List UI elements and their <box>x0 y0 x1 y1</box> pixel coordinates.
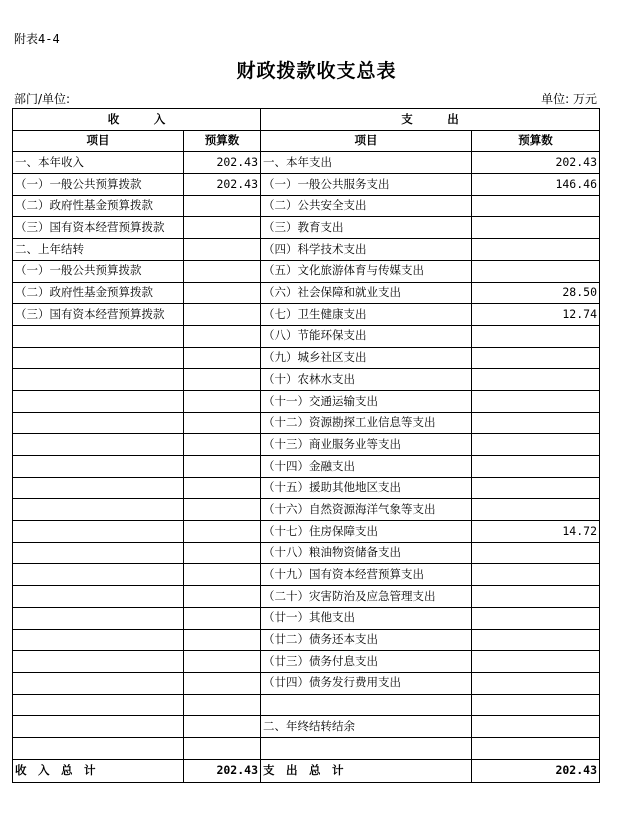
income-item-cell <box>13 586 184 608</box>
table-row <box>13 694 600 716</box>
table-section-header-row <box>13 109 600 131</box>
expense-budget-cell <box>472 564 600 586</box>
expense-item-cell: （十四）金融支出 <box>261 456 472 478</box>
income-budget-cell <box>184 477 261 499</box>
income-item-cell <box>13 434 184 456</box>
income-item-cell <box>13 412 184 434</box>
expense-item-cell: （十六）自然资源海洋气象等支出 <box>261 499 472 521</box>
expense-item-cell: （十九）国有资本经营预算支出 <box>261 564 472 586</box>
income-budget-cell <box>184 542 261 564</box>
table-row <box>13 629 600 651</box>
expense-budget-cell <box>472 239 600 261</box>
table-row <box>13 607 600 629</box>
income-item-cell: （二）政府性基金预算拨款 <box>13 282 184 304</box>
expense-item-cell: （五）文化旅游体育与传媒支出 <box>261 260 472 282</box>
income-item-cell <box>13 629 184 651</box>
expense-item-cell: （十）农林水支出 <box>261 369 472 391</box>
income-budget-cell <box>184 456 261 478</box>
expense-budget-cell <box>472 499 600 521</box>
expense-budget-cell <box>472 369 600 391</box>
expense-item-cell: （二十）灾害防治及应急管理支出 <box>261 586 472 608</box>
income-budget-cell <box>184 694 261 716</box>
income-budget-cell <box>184 737 261 759</box>
income-item-cell <box>13 390 184 412</box>
income-item-cell: 一、本年收入 <box>13 152 184 174</box>
expense-item-cell: （六）社会保障和就业支出 <box>261 282 472 304</box>
table-row <box>13 716 600 738</box>
income-item-cell: 二、上年结转 <box>13 239 184 261</box>
table-row <box>13 152 600 174</box>
income-budget-cell <box>184 239 261 261</box>
income-budget-cell <box>184 672 261 694</box>
expense-item-cell: （廿一）其他支出 <box>261 607 472 629</box>
expense-budget-cell <box>472 737 600 759</box>
income-item-cell: （三）国有资本经营预算拨款 <box>13 217 184 239</box>
table-row <box>13 304 600 326</box>
expense-budget-cell <box>472 260 600 282</box>
table-row <box>13 217 600 239</box>
table-row <box>13 282 600 304</box>
expense-total-label: 支 出 总 计 <box>261 759 472 782</box>
expense-total-value: 202.43 <box>472 759 600 782</box>
expense-item-cell: （八）节能环保支出 <box>261 325 472 347</box>
department-label: 部门/单位: <box>14 92 71 106</box>
page-title: 财政拨款收支总表 <box>236 60 397 82</box>
expense-item-header: 项目 <box>261 130 472 152</box>
expense-item-cell: （十五）援助其他地区支出 <box>261 477 472 499</box>
table-row <box>13 412 600 434</box>
expense-budget-cell <box>472 347 600 369</box>
income-total-value: 202.43 <box>184 759 261 782</box>
expense-item-cell: （十八）粮油物资储备支出 <box>261 542 472 564</box>
expense-item-cell: （廿四）债务发行费用支出 <box>261 672 472 694</box>
expense-item-cell: （十二）资源勘探工业信息等支出 <box>261 412 472 434</box>
income-budget-cell <box>184 217 261 239</box>
income-item-cell <box>13 672 184 694</box>
income-item-cell: （三）国有资本经营预算拨款 <box>13 304 184 326</box>
income-budget-cell: 202.43 <box>184 174 261 196</box>
expense-budget-header: 预算数 <box>472 130 600 152</box>
expense-item-cell: （二）公共安全支出 <box>261 195 472 217</box>
expense-item-cell <box>261 694 472 716</box>
expense-budget-cell <box>472 195 600 217</box>
table-row <box>13 651 600 673</box>
table-row <box>13 260 600 282</box>
table-row <box>13 325 600 347</box>
expense-budget-cell <box>472 412 600 434</box>
income-item-cell <box>13 564 184 586</box>
table-row <box>13 369 600 391</box>
document-label: 附表4-4 <box>14 32 60 46</box>
table-row <box>13 456 600 478</box>
income-item-cell <box>13 607 184 629</box>
expense-budget-cell: 12.74 <box>472 304 600 326</box>
income-item-header: 项目 <box>13 130 184 152</box>
table-row <box>13 239 600 261</box>
expense-item-cell <box>261 737 472 759</box>
income-item-cell <box>13 477 184 499</box>
table-row <box>13 521 600 543</box>
income-budget-cell <box>184 390 261 412</box>
income-budget-cell: 202.43 <box>184 152 261 174</box>
income-total-label: 收 入 总 计 <box>13 759 184 782</box>
expense-budget-cell: 202.43 <box>472 152 600 174</box>
expense-item-cell: （廿二）债务还本支出 <box>261 629 472 651</box>
table-row <box>13 195 600 217</box>
expense-item-cell: （三）教育支出 <box>261 217 472 239</box>
expense-budget-cell <box>472 629 600 651</box>
income-budget-cell <box>184 304 261 326</box>
table-row <box>13 174 600 196</box>
expense-budget-cell <box>472 434 600 456</box>
income-budget-cell <box>184 369 261 391</box>
income-budget-cell <box>184 412 261 434</box>
income-budget-cell <box>184 564 261 586</box>
table-row <box>13 586 600 608</box>
income-item-cell <box>13 542 184 564</box>
income-section-header: 收 入 <box>13 109 261 131</box>
income-budget-cell <box>184 629 261 651</box>
income-item-cell <box>13 521 184 543</box>
table-row <box>13 499 600 521</box>
income-item-cell: （二）政府性基金预算拨款 <box>13 195 184 217</box>
expense-item-cell: （十三）商业服务业等支出 <box>261 434 472 456</box>
income-budget-cell <box>184 499 261 521</box>
table-row <box>13 347 600 369</box>
income-item-cell <box>13 651 184 673</box>
total-row <box>13 759 600 782</box>
table-body <box>13 152 600 759</box>
income-budget-cell <box>184 325 261 347</box>
table-column-header-row <box>13 130 600 152</box>
table-row <box>13 477 600 499</box>
expense-item-cell: （一）一般公共服务支出 <box>261 174 472 196</box>
expense-item-cell: 二、年终结转结余 <box>261 716 472 738</box>
income-item-cell <box>13 456 184 478</box>
income-item-cell <box>13 347 184 369</box>
expense-item-cell: （十一）交通运输支出 <box>261 390 472 412</box>
expense-budget-cell <box>472 217 600 239</box>
income-budget-cell <box>184 347 261 369</box>
income-item-cell <box>13 737 184 759</box>
expense-budget-cell <box>472 607 600 629</box>
expense-budget-cell <box>472 477 600 499</box>
expense-budget-cell: 146.46 <box>472 174 600 196</box>
expense-item-cell: （九）城乡社区支出 <box>261 347 472 369</box>
table-row <box>13 542 600 564</box>
income-budget-cell <box>184 195 261 217</box>
expense-budget-cell <box>472 325 600 347</box>
expense-budget-cell <box>472 586 600 608</box>
expense-budget-cell <box>472 694 600 716</box>
income-budget-cell <box>184 607 261 629</box>
income-item-cell <box>13 694 184 716</box>
table-row <box>13 672 600 694</box>
income-budget-header: 预算数 <box>184 130 261 152</box>
expense-budget-cell <box>472 390 600 412</box>
unit-label: 单位: 万元 <box>541 92 597 106</box>
expense-item-cell: （十七）住房保障支出 <box>261 521 472 543</box>
income-item-cell <box>13 369 184 391</box>
income-budget-cell <box>184 716 261 738</box>
income-item-cell <box>13 716 184 738</box>
expense-budget-cell: 14.72 <box>472 521 600 543</box>
income-item-cell: （一）一般公共预算拨款 <box>13 260 184 282</box>
table-row <box>13 434 600 456</box>
expense-item-cell: （七）卫生健康支出 <box>261 304 472 326</box>
table-row <box>13 737 600 759</box>
income-item-cell <box>13 499 184 521</box>
expense-item-cell: （四）科学技术支出 <box>261 239 472 261</box>
income-budget-cell <box>184 586 261 608</box>
income-budget-cell <box>184 434 261 456</box>
expense-item-cell: （廿三）债务付息支出 <box>261 651 472 673</box>
table-row <box>13 564 600 586</box>
table-row <box>13 390 600 412</box>
income-item-cell: （一）一般公共预算拨款 <box>13 174 184 196</box>
expense-item-cell: 一、本年支出 <box>261 152 472 174</box>
income-budget-cell <box>184 651 261 673</box>
expense-budget-cell: 28.50 <box>472 282 600 304</box>
income-item-cell <box>13 325 184 347</box>
budget-table <box>12 108 600 783</box>
expense-budget-cell <box>472 672 600 694</box>
income-budget-cell <box>184 282 261 304</box>
expense-budget-cell <box>472 651 600 673</box>
expense-budget-cell <box>472 716 600 738</box>
expense-section-header: 支 出 <box>261 109 600 131</box>
expense-budget-cell <box>472 456 600 478</box>
expense-budget-cell <box>472 542 600 564</box>
income-budget-cell <box>184 521 261 543</box>
income-budget-cell <box>184 260 261 282</box>
